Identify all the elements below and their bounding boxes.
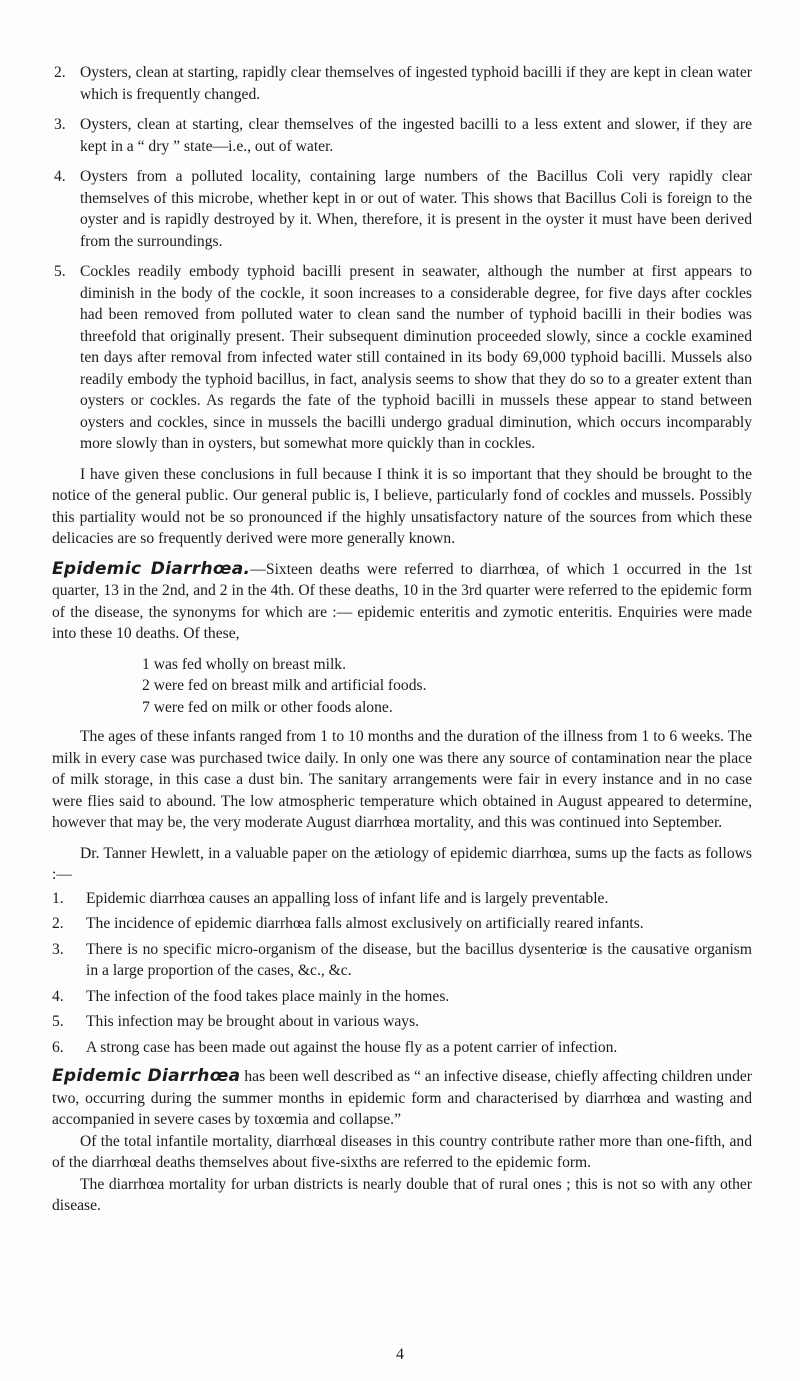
list-item xyxy=(52,1011,752,1033)
page-number: 4 xyxy=(396,1346,404,1363)
section-heading: Epidemic Diarrhœa. xyxy=(52,558,251,579)
item-number: 1. xyxy=(52,889,64,907)
list-item xyxy=(52,166,752,252)
oyster-findings-list xyxy=(52,62,752,455)
item-number: 5. xyxy=(54,263,66,280)
list-item xyxy=(52,62,752,105)
item-number: 2. xyxy=(52,915,64,932)
list-item: 1 was fed wholly on breast milk. xyxy=(142,655,346,673)
list-item xyxy=(52,913,752,935)
urban-mortality-paragraph: The diarrhœa mortality for urban districts is nearly double that of rural ones ; this is not so with any other disease. xyxy=(52,1175,752,1214)
list-item xyxy=(52,1037,752,1059)
item-text: There is no specific micro-organism of the disease, but the bacillus dysenteriœ is the causative organism in a large proportion of the cases, &c., &c. xyxy=(86,940,752,979)
list-item xyxy=(52,888,752,910)
item-number: 4. xyxy=(52,987,64,1005)
item-text: Oysters, clean at starting, rapidly clear themselves of ingested typhoid bacilli if they are kept in clean water which is frequently changed. xyxy=(80,64,752,103)
hewlett-facts-list xyxy=(52,888,752,1059)
item-number: 4. xyxy=(54,168,66,185)
item-text: Cockles readily embody typhoid bacilli present in seawater, although the number at first appears to diminish in the body of the cockle, it soon increases to a considerable degree, for five days after cockles had been removed from polluted water to clean sand the number of typhoid bacilli in their bodies was threefold that originally present. Their subsequent diminution proceeded slowly, since a cockle examined ten days after removal from infected water still contained in its body 69,000 typhoid bacilli. Mussels also readily embody the typhoid bacillus, in fact, analysis seems to show that they do so to a greater extent than oysters or cockles. As regards the fate of the typhoid bacilli in mussels these appear to stand between oysters and cockles, since in mussels the bacilli undergo gradual diminution, which occurs incomparably more slowly than in oysters, but somewhat more quickly than in cockles. xyxy=(80,263,752,452)
list-item: 2 were fed on breast milk and artificial foods. xyxy=(142,677,427,694)
list-item xyxy=(52,261,752,455)
item-text: The infection of the food takes place mainly in the homes. xyxy=(86,987,450,1005)
conclusions-paragraph: I have given these conclusions in full because I think it is so important that they should be brought to the notice of the general public. Our general public is, I believe, particularly fond of cockles and mussels. Possibly this partiality would not be so pronounced if the highly unsatisfactory nature of the sources from which these delicacies are so frequently derived were more generally known. xyxy=(52,465,752,547)
definition-paragraph xyxy=(52,1066,752,1131)
item-number: 2. xyxy=(54,64,66,81)
item-text: A strong case has been made out against the house fly as a potent carrier of infection. xyxy=(86,1038,618,1056)
list-item xyxy=(52,986,752,1008)
list-item xyxy=(52,939,752,982)
feeding-list xyxy=(52,654,752,719)
item-number: 3. xyxy=(54,116,66,133)
definition-text: has been well described as “ an infective disease, chiefly affecting children under two, occurring during the summer months in epidemic form and characterised by diarrhœa and wasting and accompanied in severe cases by toxœmia and collapse.” xyxy=(52,1068,752,1128)
ages-paragraph: The ages of these infants ranged from 1 to 10 months and the duration of the illness from 1 to 6 weeks. The milk in every case was purchased twice daily. In only one was there any source of contamination near the place of milk storage, in this case a dust bin. The sanitary arrangements were fair in every instance and in no case were flies said to abound. The low atmospheric temperature which obtained in August appeared to determine, however that may be, the very moderate August diarrhœa mortality, and this was continued into September. xyxy=(52,728,752,831)
total-mortality-paragraph: Of the total infantile mortality, diarrhœal diseases in this country contribute rather more than one-fifth, and of the diarrhœal deaths themselves about five-sixths are referred to the epidemic form. xyxy=(52,1132,752,1171)
item-number: 3. xyxy=(52,940,64,958)
hewlett-paragraph: Dr. Tanner Hewlett, in a valuable paper on the ætiology of epidemic diarrhœa, sums up the facts as follows :— xyxy=(52,844,752,883)
item-text: Oysters from a polluted locality, containing large numbers of the Bacillus Coli very rapidly clear themselves of this microbe, whether kept in or out of water. This shows that Bacillus Coli is foreign to the oyster and is rapidly destroyed by it. When, therefore, it is present in the oyster it must have been derived from the surroundings. xyxy=(80,168,752,250)
item-text: The incidence of epidemic diarrhœa falls almost exclusively on artificially reared infants. xyxy=(86,915,644,932)
section-heading: Epidemic Diarrhœa xyxy=(52,1066,241,1086)
list-item: 7 were fed on milk or other foods alone. xyxy=(142,698,393,716)
section-intro-text: —Sixteen deaths were referred to diarrhœa, of which 1 occurred in the 1st quarter, 13 in the 2nd, and 2 in the 4th. Of these deaths, 10 in the 3rd quarter were referred to the epidemic form of the disease, the synonyms for which are :— epidemic enteritis and zymotic enteritis. Enquiries were made into these 10 deaths. Of these, xyxy=(52,560,752,642)
item-text: Oysters, clean at starting, clear themselves of the ingested bacilli to a less extent and slower, if they are kept in a “ dry ” state—i.e., out of water. xyxy=(80,116,752,155)
list-item xyxy=(52,114,752,157)
item-number: 6. xyxy=(52,1038,64,1056)
item-text: Epidemic diarrhœa causes an appalling loss of infant life and is largely preventable. xyxy=(86,889,609,907)
item-number: 5. xyxy=(52,1013,64,1030)
epidemic-diarrhoea-intro xyxy=(52,559,752,645)
item-text: This infection may be brought about in various ways. xyxy=(86,1013,420,1030)
